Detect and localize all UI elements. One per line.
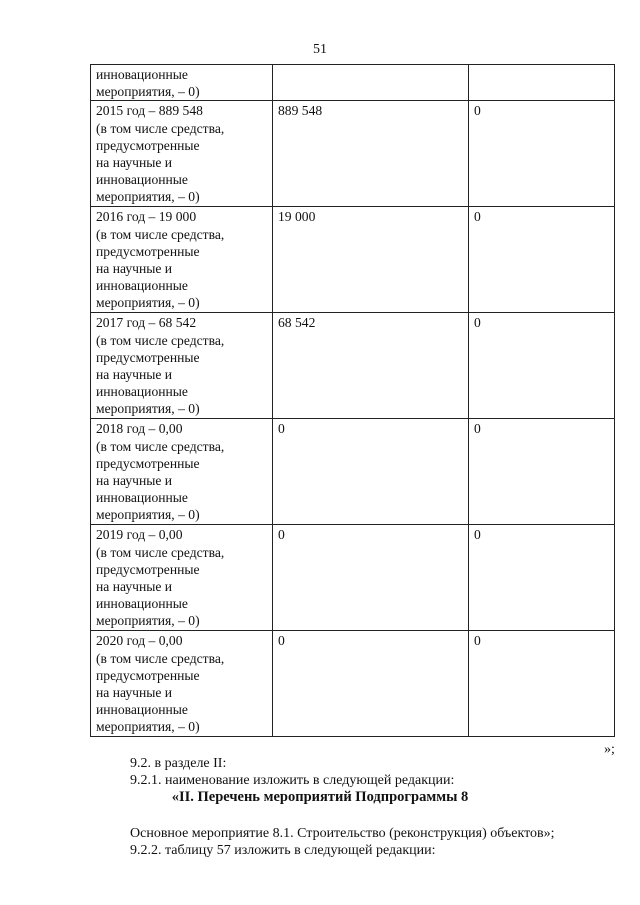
cell-text-line: мероприятия, – 0) [96, 401, 200, 417]
cell-text-line: инновационные [96, 278, 188, 294]
cell-text-line: инновационные [96, 172, 188, 188]
cell-text-line: мероприятия, – 0) [96, 189, 200, 205]
table-row [91, 419, 615, 525]
cell-text-line: (в том числе средства, [96, 332, 225, 348]
year-description-cell [91, 207, 273, 313]
main-activity-text: Основное мероприятие 8.1. Строительство (реконструкция) объектов»; [130, 826, 555, 841]
innovation-amount-cell: 0 [469, 101, 615, 207]
table-row [91, 631, 615, 737]
table-row [91, 313, 615, 419]
section-clause: 9.2. в разделе II: [130, 756, 227, 771]
cell-text-line: мероприятия, – 0) [96, 719, 200, 735]
cell-text-line: инновационные [96, 490, 188, 506]
cell-text-line: 2015 год – 889 548 [96, 103, 203, 119]
year-description-cell [91, 631, 273, 737]
funding-table [90, 64, 615, 737]
cell-text-line: предусмотренные [96, 243, 200, 259]
page-number: 51 [313, 42, 327, 57]
innovation-amount-cell: 0 [469, 419, 615, 525]
cell-text-line: предусмотренные [96, 137, 200, 153]
cell-text-line: на научные и [96, 579, 173, 595]
innovation-amount-cell [469, 65, 615, 101]
cell-text-line: мероприятия, – 0) [96, 295, 200, 311]
amount-cell: 19 000 [273, 207, 469, 313]
year-description-cell [91, 101, 273, 207]
amount-cell: 0 [273, 631, 469, 737]
amount-cell: 0 [273, 525, 469, 631]
closing-quote: »; [604, 742, 615, 757]
table-row [91, 65, 615, 101]
cell-text-line: на научные и [96, 261, 173, 277]
amount-cell: 889 548 [273, 101, 469, 207]
cell-text-line: предусмотренные [96, 349, 200, 365]
innovation-amount-cell: 0 [469, 525, 615, 631]
innovation-amount-cell: 0 [469, 631, 615, 737]
table-row [91, 101, 615, 207]
cell-text-line: (в том числе средства, [96, 544, 225, 560]
cell-text-line: мероприятия, – 0) [96, 613, 200, 629]
cell-text-line: инновационные [96, 67, 188, 82]
table-instruction: 9.2.2. таблицу 57 изложить в следующей редакции: [130, 843, 436, 858]
table-row [91, 207, 615, 313]
funding-table-body [91, 65, 615, 737]
cell-text-line: инновационные [96, 596, 188, 612]
cell-text-line: инновационные [96, 702, 188, 718]
cell-text-line: 2020 год – 0,00 [96, 633, 183, 649]
cell-text-line: на научные и [96, 685, 173, 701]
cell-text-line: на научные и [96, 473, 173, 489]
cell-text-line: 2018 год – 0,00 [96, 421, 183, 437]
innovation-amount-cell: 0 [469, 207, 615, 313]
amount-cell: 0 [273, 419, 469, 525]
cell-text-line: 2017 год – 68 542 [96, 315, 197, 331]
amount-cell [273, 65, 469, 101]
cell-text-line: (в том числе средства, [96, 226, 225, 242]
cell-text-line: (в том числе средства, [96, 438, 225, 454]
cell-text-line: предусмотренные [96, 455, 200, 471]
cell-text-line: мероприятия, – 0) [96, 84, 200, 100]
amount-cell: 68 542 [273, 313, 469, 419]
cell-text-line: на научные и [96, 367, 173, 383]
cell-text-line: мероприятия, – 0) [96, 507, 200, 523]
cell-text-line: 2016 год – 19 000 [96, 209, 197, 225]
section-heading: «II. Перечень мероприятий Подпрограммы 8 [171, 789, 469, 805]
year-description-cell [91, 313, 273, 419]
year-description-cell [91, 525, 273, 631]
cell-text-line: 2019 год – 0,00 [96, 527, 183, 543]
subsection-clause: 9.2.1. наименование изложить в следующей редакции: [130, 773, 455, 788]
cell-text-line: предусмотренные [96, 561, 200, 577]
year-description-cell [91, 65, 273, 101]
cell-text-line: предусмотренные [96, 667, 200, 683]
table-row [91, 525, 615, 631]
innovation-amount-cell: 0 [469, 313, 615, 419]
year-description-cell [91, 419, 273, 525]
cell-text-line: инновационные [96, 384, 188, 400]
cell-text-line: на научные и [96, 155, 173, 171]
cell-text-line: (в том числе средства, [96, 120, 225, 136]
cell-text-line: (в том числе средства, [96, 650, 225, 666]
